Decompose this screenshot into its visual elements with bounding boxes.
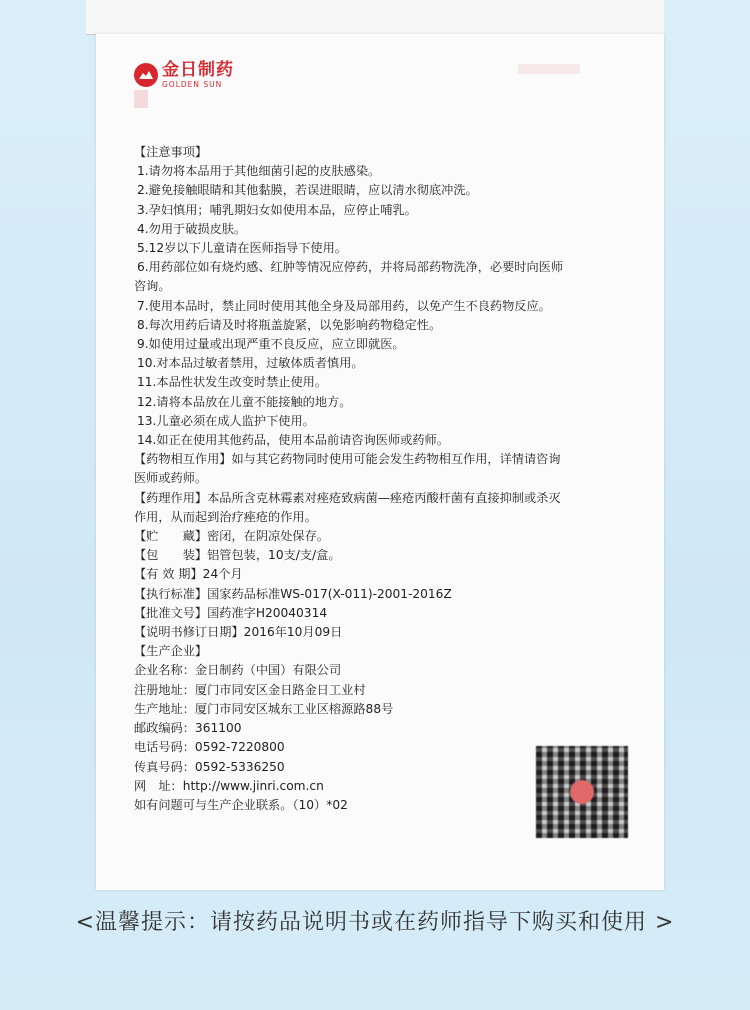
section-packaging: 【包 装】铝管包装，10支/支/盒。: [134, 548, 341, 563]
footer-tip: <温馨提示：请按药品说明书或在药师指导下购买和使用 >: [75, 910, 675, 935]
precaution-6: 6.用药部位如有烧灼感、红肿等情况应停药，并将局部药物洗净，必要时向医师: [137, 260, 564, 275]
precaution-2: 2.避免接触眼睛和其他黏膜，若误进眼睛，应以清水彻底冲洗。: [137, 183, 478, 198]
sun-logo-icon: [134, 63, 158, 87]
section-drug-interactions: 【药物相互作用】如与其它药物同时使用可能会发生药物相互作用，详情请咨询: [134, 452, 561, 467]
precaution-10: 10.对本品过敏者禁用，过敏体质者慎用。: [137, 356, 364, 371]
leaflet-paper: [96, 34, 664, 890]
precaution-12: 12.请将本品放在儿童不能接触的地方。: [137, 394, 352, 409]
precaution-1: 1.请勿将本品用于其他细菌引起的皮肤感染。: [137, 164, 381, 179]
precaution-4: 4.勿用于破损皮肤。: [137, 221, 247, 236]
section-shelf-life: 【有 效 期】24个月: [134, 567, 243, 582]
company-name: 企业名称：金日制药（中国）有限公司: [134, 663, 342, 678]
phone-number: 电话号码：0592-7220800: [134, 740, 285, 755]
section-storage: 【贮 藏】密闭，在阴凉处保存。: [134, 529, 329, 544]
section-drug-interactions-cont: 医师或药师。: [134, 471, 208, 486]
precaution-11: 11.本品性状发生改变时禁止使用。: [137, 375, 328, 390]
section-pharmacology: 【药理作用】本品所含克林霉素对痤疮致病菌—痤疮丙酸杆菌有直接抑制或杀灭: [134, 490, 561, 505]
section-approval-number: 【批准文号】国药准字H20040314: [134, 605, 328, 620]
qr-center-logo: [570, 780, 594, 804]
section-standard: 【执行标准】国家药品标准WS-017(X-011)-2001-2016Z: [134, 586, 452, 601]
precaution-8: 8.每次用药后请及时将瓶盖旋紧，以免影响药物稳定性。: [137, 317, 442, 332]
leaflet-text: [134, 143, 644, 815]
bleed-through-mark: [134, 90, 148, 108]
paper-previous-page: [86, 0, 664, 35]
precaution-3: 3.孕妇慎用；哺乳期妇女如使用本品，应停止哺乳。: [137, 202, 417, 217]
production-address: 生产地址：厦门市同安区城东工业区榕源路88号: [134, 701, 394, 716]
registered-address: 注册地址：厦门市同安区金日路金日工业村: [134, 682, 366, 697]
section-heading-precautions: 【注意事项】: [134, 145, 208, 159]
brand-name-en: GOLDEN SUN: [162, 80, 223, 89]
website: 网 址：http://www.jinri.com.cn: [134, 778, 324, 793]
precaution-14: 14.如正在使用其他药品，使用本品前请咨询医师或药师。: [137, 433, 449, 448]
contact-note: 如有问题可与生产企业联系。（10）*02: [134, 797, 348, 812]
bleed-through-mark-right: [518, 64, 580, 74]
precaution-5: 5.12岁以下儿童请在医师指导下使用。: [137, 241, 347, 256]
postal-code: 邮政编码：361100: [134, 721, 242, 736]
precaution-6-cont: 咨询。: [134, 279, 171, 294]
brand-name-cn: 金日制药: [162, 60, 234, 80]
section-manufacturer: 【生产企业】: [134, 644, 208, 659]
brand-logo: [134, 62, 234, 89]
precaution-9: 9.如使用过量或出现严重不良反应，应立即就医。: [137, 337, 405, 352]
precaution-13: 13.儿童必须在成人监护下使用。: [137, 413, 315, 428]
section-pharmacology-cont: 作用，从而起到治疗痤疮的作用。: [134, 509, 317, 524]
section-revision-date: 【说明书修订日期】2016年10月09日: [134, 625, 343, 640]
fax-number: 传真号码：0592-5336250: [134, 759, 285, 774]
precaution-7: 7.使用本品时，禁止同时使用其他全身及局部用药，以免产生不良药物反应。: [137, 298, 551, 313]
qr-code-icon: [536, 746, 628, 838]
